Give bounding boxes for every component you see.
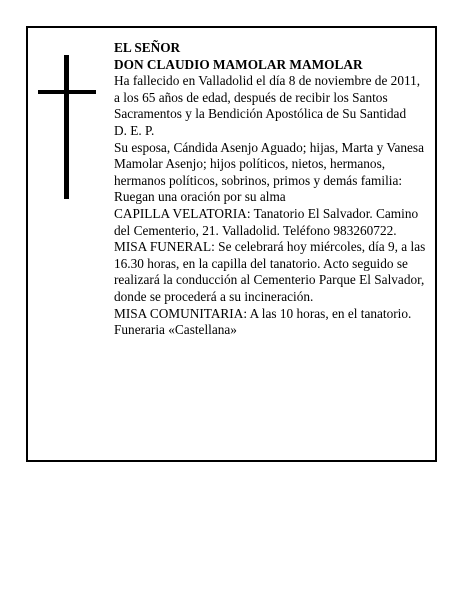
- community-mass-info: MISA COMUNITARIA: A las 10 horas, en el tanatorio.: [114, 305, 412, 321]
- cross-horizontal-bar: [38, 90, 96, 94]
- deceased-name: DON CLAUDIO MAMOLAR MAMOLAR: [114, 56, 363, 72]
- notice-body: [114, 40, 429, 339]
- notice-title: EL SEÑOR: [114, 40, 181, 55]
- funeral-home: Funeraria «Castellana»: [114, 322, 237, 338]
- obituary-notice: [26, 26, 437, 462]
- wake-chapel-info: CAPILLA VELATORIA: Tanatorio El Salvador. Camino del Cementerio, 21. Valladolid. Teléfono 983260722.: [114, 205, 419, 238]
- funeral-mass-info: MISA FUNERAL: Se celebrará hoy miércoles, día 9, a las 16.30 horas, en la capilla del tanatorio. Acto seguido se realizará la conducción al Cementerio Parque El Salvador, donde se procederá a su incineración.: [114, 239, 426, 304]
- death-announcement: Ha fallecido en Valladolid el día 8 de noviembre de 2011, a los 65 años de edad, después de recibir los Santos Sacramentos y la Bendición Apostólica de Su Santidad: [114, 73, 421, 122]
- cross-icon: [38, 55, 96, 199]
- rest-in-peace: D. E. P.: [114, 122, 155, 138]
- family-members: Su esposa, Cándida Asenjo Aguado; hijas, Marta y Vanesa Mamolar Asenjo; hijos políticos, nietos, hermanos, hermanos políticos, sobrinos, primos y demás familia:: [114, 139, 424, 188]
- cross-vertical-bar: [64, 55, 69, 199]
- prayer-request: Ruegan una oración por su alma: [114, 189, 286, 205]
